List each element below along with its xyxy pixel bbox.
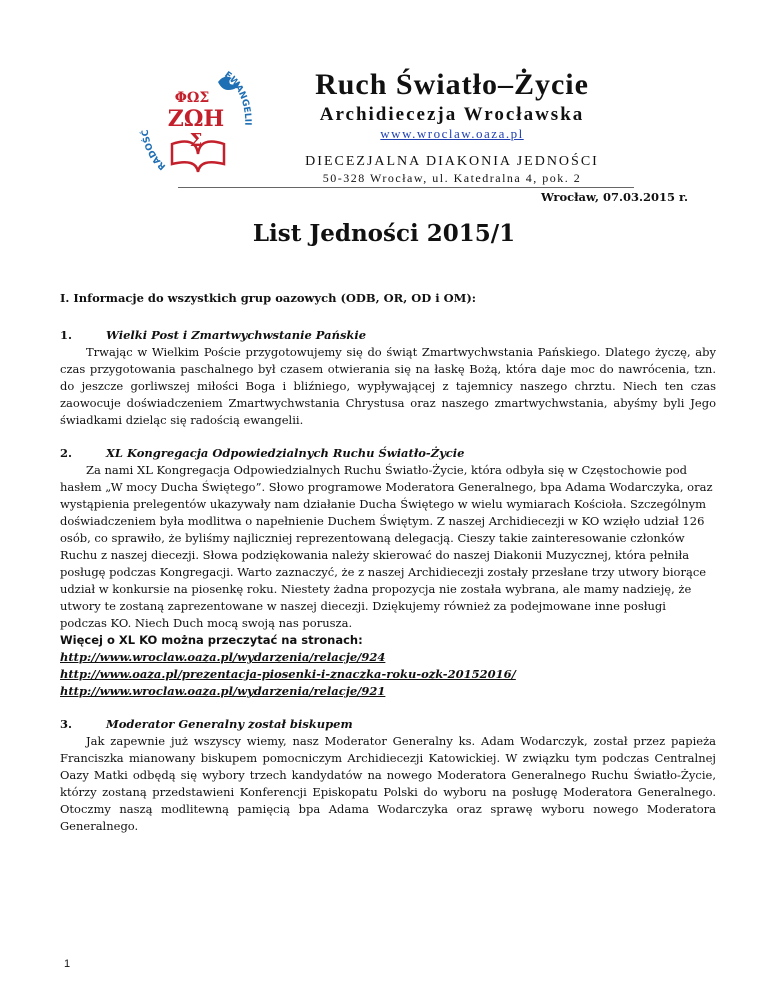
address: 50-328 Wrocław, ul. Katedralna 4, pok. 2 xyxy=(322,171,582,185)
svg-text:RADOŚĆ xyxy=(139,128,169,171)
section-body: Za nami XL Kongregacja Odpowiedzialnych Ruchu Światło-Życie, która odbyła się w Częstochowie pod hasłem „W mocy Ducha Świętego”. Słowo programowe Moderatora Generalnego, bpa Adama Wodarczyka, oraz wystąpienia prelegentów ukazywały nam działanie Ducha Świętego w wielu wymiarach Kościoła. Szczególnym doświadczeniem była modlitwa o napełnienie Duchem Świętym. Z naszej Archidiecezji w KO wzięło udział 126 osób, co sprawiło, że byliśmy najliczniej reprezentowaną delegacją. Cieszy takie zainteresowanie członków Ruchu z naszej diecezji. Słowa podziękowania należy skierować do naszej Diakonii Muzycznej, która pełniła posługę podczas Kongregacji. Warto zaznaczyć, że z naszej Archidiecezji zostały przesłane trzy utwory biorące udział w konkursie na piosenkę roku. Niestety żadna propozycja nie została wybrana, ale mamy nadzieję, że utwory te zostaną zaprezentowane w naszej diecezji. Dziękujemy również za podejmowane inne posługi podczas KO. Niech Duch mocą swoją nas porusza. xyxy=(60,463,713,630)
section-number: 3. xyxy=(60,717,73,731)
section-body: Jak zapewnie już wszyscy wiemy, nasz Moderator Generalny ks. Adam Wodarczyk, został przez papieża Franciszka mianowany biskupem pomocniczym Archidiecezji Katowickiej. W związku tym podczas Centralnej Oazy Matki odbędą się wybory trzech kandydatów na nowego Moderatora Generalnego Ruchu Światło-Życie, którzy zostaną przedstawieni Konferencji Episkopatu Polski do wyboru na posługę Moderatora Generalnego. Otoczmy naszą modlitewną pamięcią bpa Adama Wodarczyka oraz sprawę wyboru nowego Moderatora Generalnego. xyxy=(60,734,716,833)
section-body: Trwając w Wielkim Poście przygotowujemy się do świąt Zmartwychwstania Pańskiego. Dlatego życzę, aby czas przygotowania paschalnego był czasem otwierania się na łaskę Bożą, która daje moc do nawrócenia, tzn. do jeszcze gorliwszej miłości Boga i bliźniego, wypływającej z tajemnicy naszego chrztu. Niech ten czas zaowocuje doświadczeniem Zmartwychwstania Chrystusa oraz naszego zmartwychwstania, abyśmy byli Jego świadkami dzieląc się radością ewangelii. xyxy=(60,345,716,427)
section-title: XL Kongregacja Odpowiedzialnych Ruchu Światło-Życie xyxy=(106,446,465,460)
logo-greek-top: ΦΩΣ xyxy=(174,90,210,106)
logo-left-text: RADOŚĆ xyxy=(140,128,169,172)
more-info-label: Więcej o XL KO można przeczytać na stronach: xyxy=(60,633,363,647)
section-heading xyxy=(60,327,716,344)
letter-date: Wrocław, 07.03.2015 r. xyxy=(540,190,688,204)
diakonia-name: DIECEZJALNA DIAKONIA JEDNOŚCI xyxy=(305,154,599,169)
logo-right-text: EWANGELII xyxy=(222,70,253,126)
header-divider xyxy=(178,187,634,188)
intro-heading: I. Informacje do wszystkich grup oazowych (ODB, OR, OD i OM): xyxy=(60,291,477,305)
logo-greek-bottom: Σ xyxy=(189,130,203,151)
section-number: 2. xyxy=(60,446,73,460)
section-2 xyxy=(60,445,716,700)
section-3 xyxy=(60,716,716,835)
org-subtitle: Archidiecezja Wrocławska xyxy=(319,104,585,125)
section-title: Wielki Post i Zmartwychwstanie Pańskie xyxy=(106,328,367,342)
link-3[interactable]: http://www.wroclaw.oaza.pl/wydarzenia/relacje/921 xyxy=(60,684,386,698)
document-title: List Jedności 2015/1 xyxy=(252,220,516,247)
link-2[interactable]: http://www.oaza.pl/prezentacja-piosenki-i-znaczka-roku-ozk-20152016/ xyxy=(60,667,516,681)
logo-greek-mid: ΖΩΗ xyxy=(167,106,225,132)
svg-text:EWANGELII xyxy=(222,70,252,125)
section-title: Moderator Generalny został biskupem xyxy=(106,717,353,731)
page-number: 1 xyxy=(64,958,71,970)
link-1[interactable]: http://www.wroclaw.oaza.pl/wydarzenia/relacje/924 xyxy=(60,650,386,664)
section-1 xyxy=(60,327,716,429)
section-number: 1. xyxy=(60,328,73,342)
section-heading xyxy=(60,716,716,733)
document-body xyxy=(60,290,716,851)
section-heading xyxy=(60,445,716,462)
website-link[interactable]: www.wroclaw.oaza.pl xyxy=(380,126,524,141)
org-title: Ruch Światło–Życie xyxy=(315,68,589,101)
logo xyxy=(126,62,274,182)
